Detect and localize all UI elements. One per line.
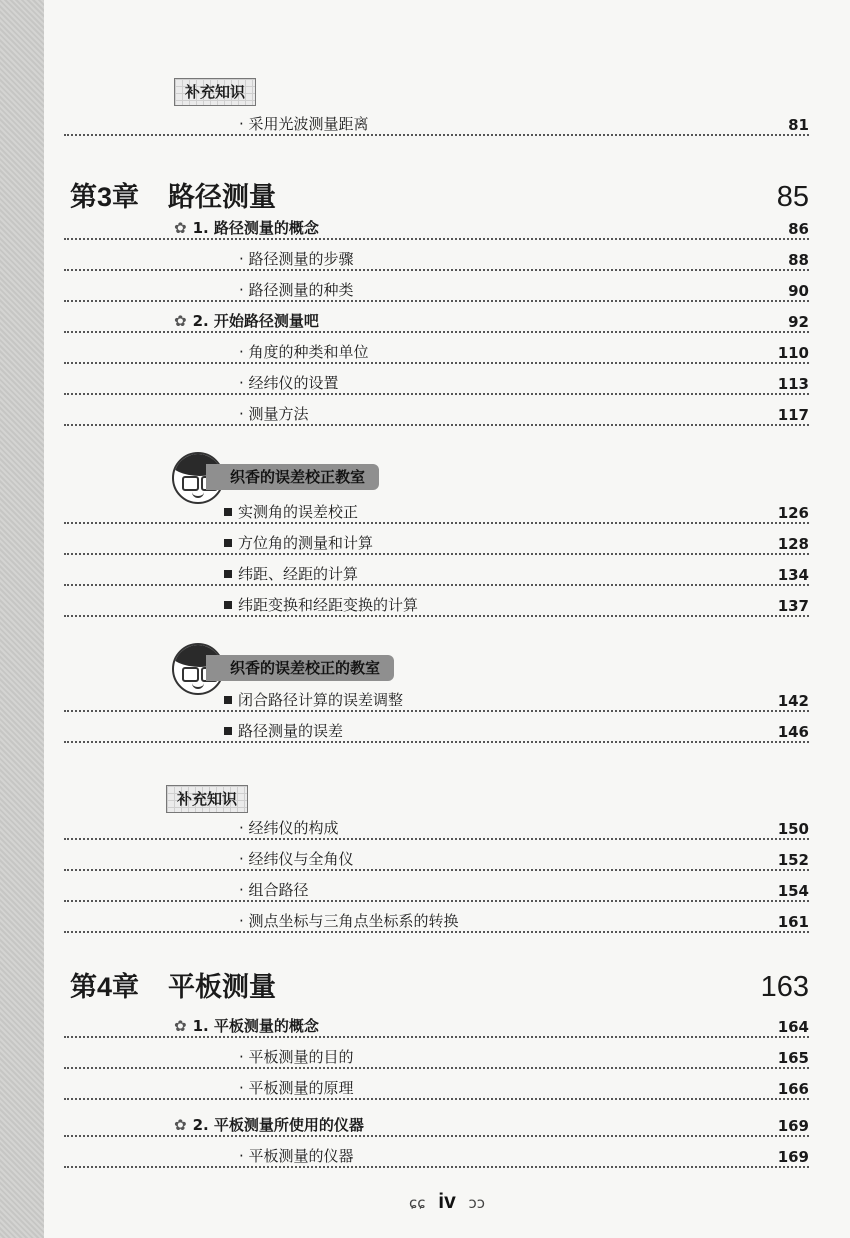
toc-page-number: 142 <box>777 692 809 710</box>
toc-row[interactable] <box>64 845 809 873</box>
toc-label: 2. 开始路径测量吧 <box>192 312 319 330</box>
toc-page-number: 117 <box>777 406 809 424</box>
toc-row[interactable] <box>64 369 809 397</box>
toc-page-number: 152 <box>777 851 809 869</box>
toc-label: · 经纬仪的构成 <box>239 819 339 837</box>
toc-label: · 平板测量的原理 <box>239 1079 354 1097</box>
corner-banner-1 <box>172 452 397 504</box>
leader-dots <box>64 300 809 302</box>
toc-row[interactable] <box>64 1142 809 1170</box>
toc-row[interactable] <box>64 686 809 714</box>
toc-page-number: 166 <box>777 1080 809 1098</box>
toc-page-number: 165 <box>777 1049 809 1067</box>
leader-dots <box>64 900 809 902</box>
leader-dots <box>64 869 809 871</box>
toc-page <box>44 0 850 1238</box>
leader-dots <box>64 553 809 555</box>
toc-section-row[interactable] <box>64 214 809 242</box>
leader-dots <box>64 1135 809 1137</box>
toc-page-number: 150 <box>777 820 809 838</box>
square-icon <box>224 539 232 547</box>
toc-label: 方位角的测量和计算 <box>238 534 374 552</box>
toc-label: · 测点坐标与三角点坐标系的转换 <box>239 912 459 930</box>
square-icon <box>224 696 232 704</box>
toc-page-number: 161 <box>777 913 809 931</box>
chapter-number: 第4章 <box>70 972 140 1002</box>
toc-label: · 测量方法 <box>239 405 309 423</box>
toc-row[interactable] <box>64 1074 809 1102</box>
toc-label: 路径测量的误差 <box>238 722 344 740</box>
flower-icon: ✿ <box>174 312 187 330</box>
toc-label: · 平板测量的仪器 <box>239 1147 354 1165</box>
supplement-header: 补充知识 <box>166 785 248 813</box>
toc-page-number: 128 <box>777 535 809 553</box>
toc-row[interactable] <box>64 717 809 745</box>
toc-label: 闭合路径计算的误差调整 <box>238 691 404 709</box>
toc-row[interactable] <box>64 560 809 588</box>
leader-dots <box>64 1067 809 1069</box>
toc-page-number: 154 <box>777 882 809 900</box>
toc-label: 2. 平板测量所使用的仪器 <box>192 1116 364 1134</box>
leader-dots <box>64 838 809 840</box>
flourish-left-icon: ɕɕ <box>408 1194 426 1212</box>
toc-row[interactable] <box>64 529 809 557</box>
toc-label: · 经纬仪的设置 <box>239 374 339 392</box>
leader-dots <box>64 1098 809 1100</box>
toc-label: · 路径测量的步骤 <box>239 250 354 268</box>
toc-page-number: 90 <box>788 282 809 300</box>
toc-page-number: 137 <box>777 597 809 615</box>
leader-dots <box>64 931 809 933</box>
leader-dots <box>64 522 809 524</box>
flourish-right-icon: ɔɔ <box>468 1194 486 1212</box>
corner-title: 织香的误差校正的教室 <box>206 655 394 681</box>
toc-section-row[interactable] <box>64 307 809 335</box>
flower-icon: ✿ <box>174 219 187 237</box>
leader-dots <box>64 1166 809 1168</box>
leader-dots <box>64 741 809 743</box>
page-edge-strip <box>0 0 44 1238</box>
toc-page-number: 146 <box>777 723 809 741</box>
toc-page-number: 126 <box>777 504 809 522</box>
chapter-title: 路径测量 <box>168 182 276 213</box>
leader-dots <box>64 134 809 136</box>
flower-icon: ✿ <box>174 1017 187 1035</box>
supplement-header-top: 补充知识 <box>174 78 256 106</box>
toc-row[interactable] <box>64 876 809 904</box>
toc-label: · 组合路径 <box>239 881 309 899</box>
toc-page-number: 86 <box>788 220 809 238</box>
leader-dots <box>64 424 809 426</box>
toc-section-row[interactable] <box>64 1012 809 1040</box>
square-icon <box>224 570 232 578</box>
chapter-page-number: 85 <box>776 181 809 213</box>
toc-label: · 路径测量的种类 <box>239 281 354 299</box>
leader-dots <box>64 331 809 333</box>
toc-page-number: 88 <box>788 251 809 269</box>
chapter-title: 平板测量 <box>168 972 276 1003</box>
toc-page-number: 110 <box>777 344 809 362</box>
square-icon <box>224 508 232 516</box>
chapter-4-heading[interactable] <box>64 960 809 1004</box>
square-icon <box>224 601 232 609</box>
leader-dots <box>64 393 809 395</box>
leader-dots <box>64 269 809 271</box>
toc-row[interactable] <box>64 338 809 366</box>
flower-icon: ✿ <box>174 1116 187 1134</box>
toc-label: 纬距、经距的计算 <box>238 565 359 583</box>
toc-row[interactable] <box>64 110 809 138</box>
toc-row[interactable] <box>64 814 809 842</box>
toc-row[interactable] <box>64 907 809 935</box>
toc-label: 实测角的误差校正 <box>238 503 359 521</box>
toc-label: · 平板测量的目的 <box>239 1048 354 1066</box>
toc-page-number: 169 <box>777 1117 809 1135</box>
toc-row[interactable] <box>64 400 809 428</box>
toc-row[interactable] <box>64 276 809 304</box>
corner-title: 织香的误差校正教室 <box>206 464 379 490</box>
chapter-3-heading[interactable] <box>64 170 809 214</box>
toc-label: 1. 平板测量的概念 <box>192 1017 319 1035</box>
toc-row[interactable] <box>64 245 809 273</box>
toc-label: · 经纬仪与全角仪 <box>239 850 354 868</box>
leader-dots <box>64 710 809 712</box>
toc-page-number: 92 <box>788 313 809 331</box>
toc-page-number: 113 <box>777 375 809 393</box>
toc-label: · 角度的种类和单位 <box>239 343 369 361</box>
chapter-page-number: 163 <box>760 971 809 1003</box>
leader-dots <box>64 615 809 617</box>
toc-label: · 采用光波测量距离 <box>239 115 369 133</box>
toc-row[interactable] <box>64 591 809 619</box>
toc-page-number: 81 <box>788 116 809 134</box>
page-number-roman: iv <box>438 1190 456 1213</box>
toc-section-row[interactable] <box>64 1111 809 1139</box>
page-footer <box>44 1190 850 1214</box>
toc-label: 纬距变换和经距变换的计算 <box>238 596 419 614</box>
toc-row[interactable] <box>64 498 809 526</box>
leader-dots <box>64 362 809 364</box>
leader-dots <box>64 238 809 240</box>
leader-dots <box>64 584 809 586</box>
leader-dots <box>64 1036 809 1038</box>
toc-label: 1. 路径测量的概念 <box>192 219 319 237</box>
toc-row[interactable] <box>64 1043 809 1071</box>
chapter-number: 第3章 <box>70 182 140 212</box>
square-icon <box>224 727 232 735</box>
toc-page-number: 169 <box>777 1148 809 1166</box>
toc-page-number: 164 <box>777 1018 809 1036</box>
toc-page-number: 134 <box>777 566 809 584</box>
